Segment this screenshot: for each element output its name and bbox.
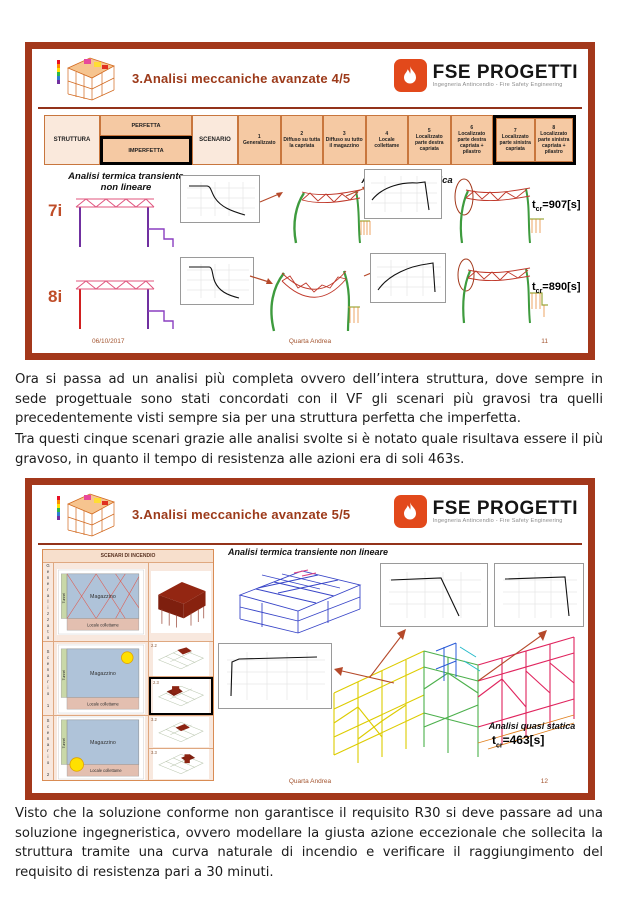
slide-author: Quarta Andrea	[288, 338, 332, 345]
plan-generalizzato	[54, 563, 149, 641]
frame-intact-8i-figure	[70, 267, 176, 331]
slide-title: 3.Analisi meccaniche avanzate 4/5	[132, 71, 351, 86]
scenario-cell-2: 2 Diffuso su tutta la capriata	[281, 115, 324, 165]
scenario-thumb-2-3-highlighted: 2.3	[149, 677, 213, 715]
scenario-cell-5: 5 Localizzato parte destra capriata	[408, 115, 451, 165]
scenari-di-incendio-panel	[42, 549, 214, 781]
table-cell-struttura: STRUTTURA	[44, 115, 100, 165]
table-cell-perfetta-imperfetta	[100, 115, 192, 165]
cell-perfetta: PERFETTA	[100, 115, 192, 136]
svg-text:Magazzino: Magazzino	[90, 670, 116, 677]
tcr-463-value: $t_{cr}=463[s]$	[492, 733, 545, 750]
scenario-cells-7-8-highlighted	[493, 115, 576, 165]
scenario-thumb-3-2: 3.2	[149, 716, 213, 749]
slide-analisi-meccaniche-5-5	[25, 478, 595, 800]
scenario-row-generalizzato	[43, 563, 213, 642]
scenario-cell-6: 6 Localizzato parte destra capriata + pilastro	[451, 115, 494, 165]
quasi-static-chart-7i	[364, 169, 442, 219]
label-analisi-quasi-statica: Analisi quasi statica	[361, 175, 453, 186]
frame-intact-7i-figure	[70, 185, 176, 249]
svg-text:Tunnel: Tunnel	[62, 669, 67, 680]
slide-page-number: 12	[540, 778, 548, 785]
fse-progetti-logo	[394, 59, 578, 92]
scenario-cell-4: 4 Locale collettame	[366, 115, 409, 165]
header-separator	[38, 107, 582, 109]
svg-text:Locale collettame: Locale collettame	[90, 768, 122, 774]
building-wireframe-icon	[54, 490, 118, 538]
thermal-curve-chart-8i	[180, 257, 254, 305]
plan-scenario-1	[54, 642, 149, 715]
slide-title: 3.Analisi meccaniche avanzate 5/5	[132, 507, 351, 522]
arrow-icon	[330, 661, 400, 691]
displacement-chart-c	[218, 643, 332, 709]
displacement-chart-b	[494, 563, 584, 627]
scenario-cell-3: 3 Diffuso su tutto il magazzino	[323, 115, 366, 165]
slide-date: 06/10/2017	[92, 338, 125, 345]
scenario-row-2	[43, 716, 213, 780]
label-analisi-termica: Analisi termica transiente non lineare	[228, 547, 389, 557]
header-separator	[38, 543, 582, 545]
logo-name: FSE PROGETTI	[432, 497, 578, 519]
logo-tagline: Ingegneria Antincendio - Fire Safety Engineering	[432, 81, 563, 88]
displacement-chart-a	[380, 563, 488, 627]
quasi-static-chart-8i	[370, 253, 446, 303]
svg-text:Magazzino: Magazzino	[90, 740, 116, 747]
vertical-label: Scenario 2	[43, 716, 54, 780]
svg-text:Magazzino: Magazzino	[90, 594, 116, 601]
tcr-907-value: $t_{cr}=907[s]$	[532, 199, 581, 214]
slide-author: Quarta Andrea	[288, 778, 332, 785]
svg-text:Tunnel: Tunnel	[62, 592, 67, 604]
scenario-cell-7: 7 Localizzato parte sinistra capriata	[496, 118, 535, 162]
table-cell-scenario: SCENARIO	[192, 115, 238, 165]
scenario-row-1	[43, 642, 213, 716]
arrow-icon	[472, 625, 552, 685]
logo-tagline: Ingegneria Antincendio - Fire Safety Engineering	[432, 517, 563, 524]
vertical-label: Generalizzato	[43, 563, 54, 641]
paragraph-2: Tra questi cinque scenari grazie alle analisi svolte si è notato quale risultava essere il più gravoso, in quanto il tempo di resistenza alle azioni era di soli 463s.	[15, 432, 603, 467]
slide-analisi-meccaniche-4-5	[25, 42, 595, 360]
label-analisi-termica: Analisi termica transiente non lineare	[68, 171, 184, 193]
svg-text:Locale collettame: Locale collettame	[87, 700, 119, 706]
frame-deformed-annotated-7i-figure	[446, 175, 546, 247]
cell-imperfetta-highlighted: IMPERFETTA	[100, 136, 192, 165]
flame-icon	[394, 495, 427, 528]
logo-name: FSE PROGETTI	[432, 61, 578, 83]
scenario-table	[44, 115, 576, 165]
flame-icon	[394, 59, 427, 92]
vertical-label: Scenario 1	[43, 642, 54, 715]
label-analisi-quasi-statica: Analisi quasi statica	[488, 721, 576, 731]
frame-sagging-8i-figure	[260, 261, 362, 335]
fse-progetti-logo	[394, 495, 578, 528]
panel-header: SCENARI DI INCENDIO	[43, 550, 213, 563]
row-label-7i: 7i	[48, 201, 63, 220]
paragraph-1: Ora si passa ad un analisi più completa ovvero dell’intera struttura, dove sempre in sede progettuale sono stati concordati con il VF gli scenari più gravosi tra quelli precedentemente visti sempre sia per una struttura perfetta che imperfetta.	[15, 372, 603, 427]
scenario-cell-8: 8 Localizzato parte sinistra capriata + pilastro	[535, 118, 574, 162]
svg-text:Locale collettame: Locale collettame	[87, 622, 119, 628]
scenario-thumb-3-3: 3.3	[149, 749, 213, 781]
thermal-curve-chart-7i	[180, 175, 260, 223]
scenario-thumb-2-2: 2.2	[149, 642, 213, 677]
slide-page-number: 11	[541, 338, 548, 345]
building-3d-dark-red-figure	[149, 563, 213, 641]
building-wireframe-icon	[54, 54, 118, 102]
tcr-890-value: $t_{cr}=890[s]$	[532, 281, 581, 296]
paragraph-3: Visto che la soluzione conforme non garantisce il requisito R30 si deve passare ad una soluzione ingegneristica, ovvero modellare la giusta azione eccezionale che sollecita la struttura tramite una curva naturale di incendio e verificare il raggiungimento del requisito di resistenza pari a 30 minuti.	[15, 806, 603, 880]
plan-scenario-2	[54, 716, 149, 780]
svg-text:Tunnel: Tunnel	[62, 737, 67, 749]
row-label-8i: 8i	[48, 287, 63, 306]
scenario-cell-1: 1 Generalizzato	[238, 115, 281, 165]
